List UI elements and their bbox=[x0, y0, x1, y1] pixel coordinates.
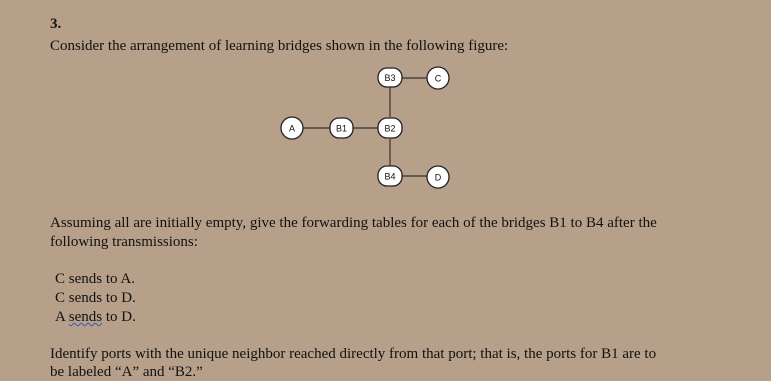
question-assumption-line-1: Assuming all are initially empty, give the forwarding tables for each of the bridges B1 to B4 after the bbox=[50, 215, 657, 231]
bridge-b2-label: B2 bbox=[384, 123, 396, 134]
lan-node-d-label: D bbox=[434, 172, 442, 183]
lan-node-a-label: A bbox=[288, 123, 296, 134]
transmission-item: C sends to A. bbox=[55, 271, 136, 287]
transmission-subject: A bbox=[55, 309, 66, 325]
bridge-b1 bbox=[330, 118, 353, 138]
lan-node-d bbox=[427, 166, 449, 188]
lan-node-a bbox=[281, 117, 303, 139]
question-number: 3. bbox=[50, 16, 62, 32]
question-identify-line-1: Identify ports with the unique neighbor reached directly from that port; that is, the ports for B1 are to bbox=[50, 346, 657, 362]
lan-node-c bbox=[427, 67, 449, 89]
spellcheck-flagged-word: sends bbox=[68, 309, 103, 325]
bridge-b4 bbox=[378, 166, 402, 186]
question-identify-line-2: be labeled “A” and “B2.” bbox=[50, 364, 203, 380]
bridge-b3-label: B3 bbox=[384, 73, 396, 83]
bridge-b2 bbox=[378, 118, 402, 138]
transmission-rest: to D. bbox=[105, 309, 136, 325]
question-intro: Consider the arrangement of learning bridges shown in the following figure: bbox=[50, 38, 509, 54]
bridge-b4-label: B4 bbox=[384, 171, 396, 182]
bridge-b3 bbox=[378, 68, 402, 87]
lan-node-c-label: C bbox=[434, 73, 442, 84]
bridge-b1-label: B1 bbox=[335, 123, 348, 134]
question-assumption-line-2: following transmissions: bbox=[50, 234, 198, 250]
transmission-item: C sends to D. bbox=[55, 290, 136, 306]
transmission-item bbox=[55, 308, 136, 326]
